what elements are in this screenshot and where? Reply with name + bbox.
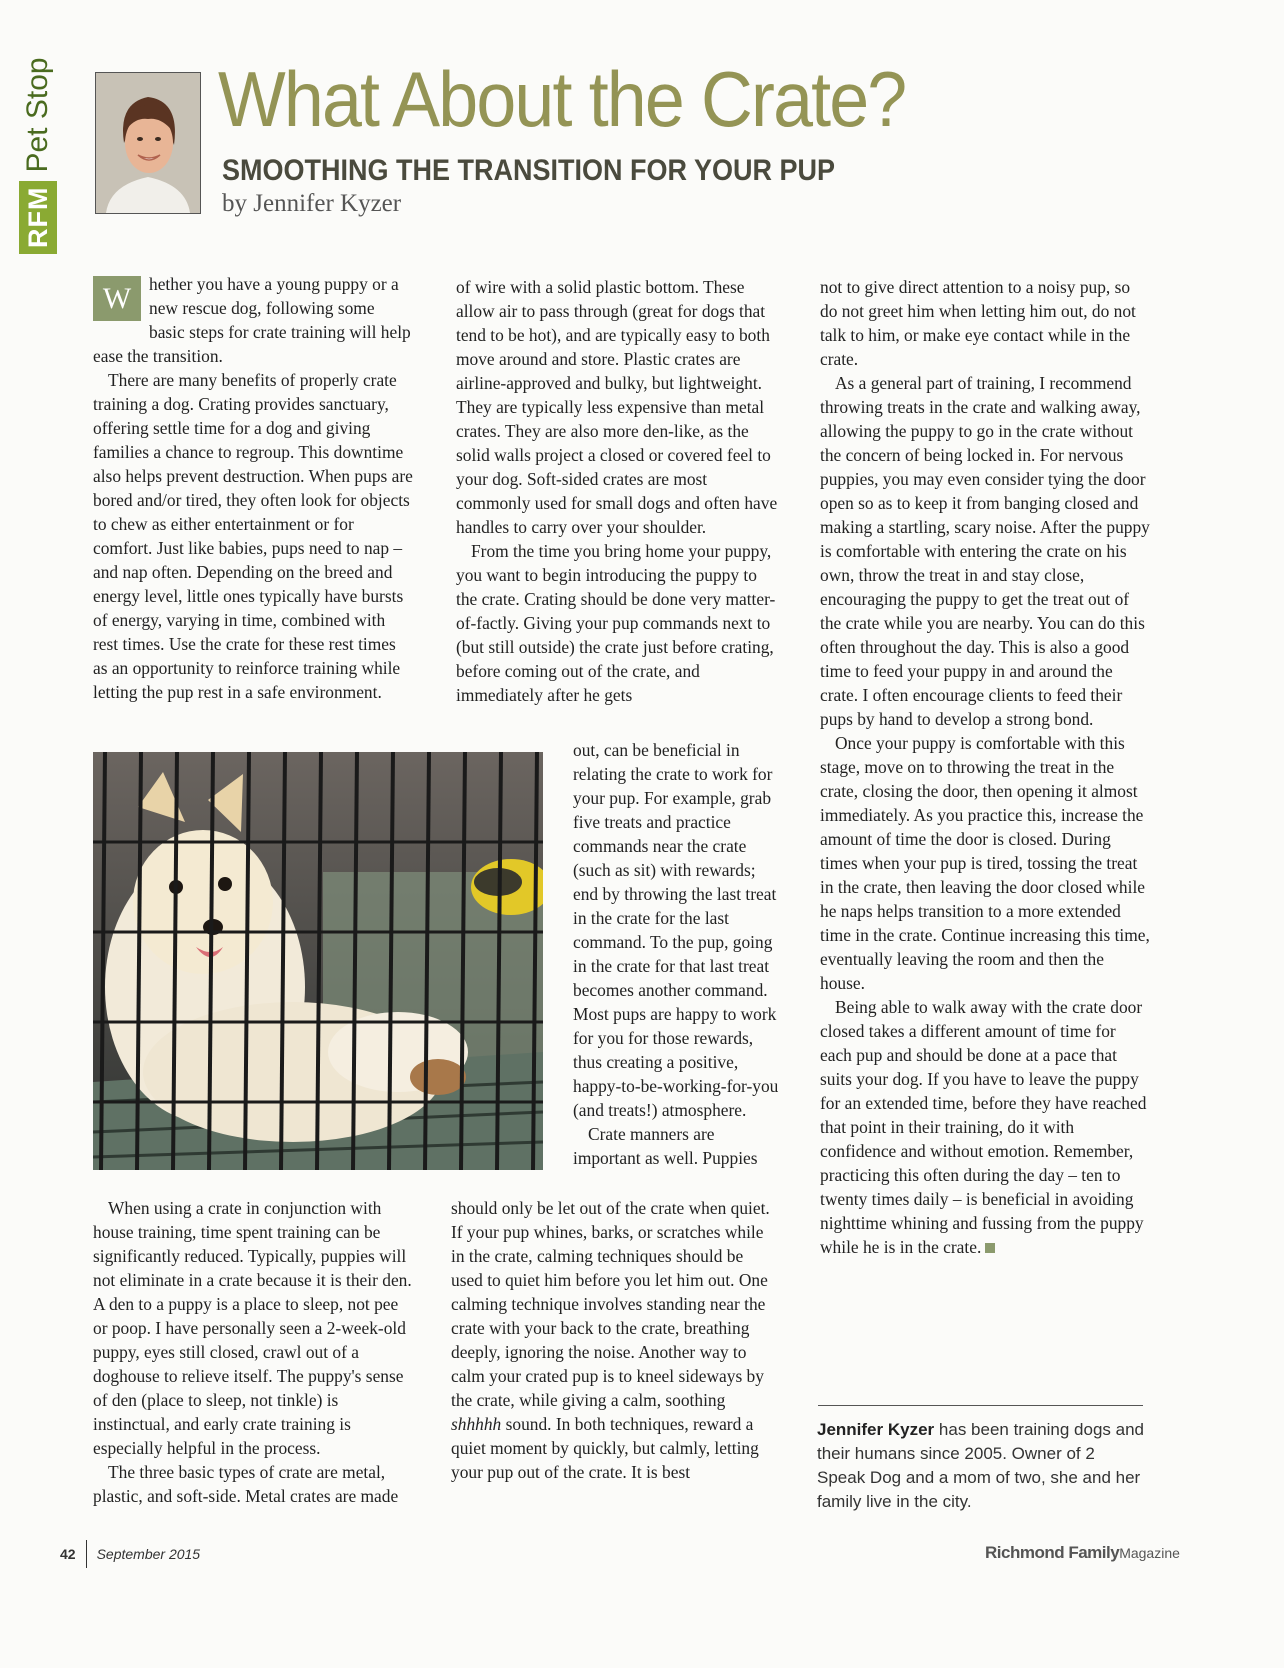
end-mark-icon (985, 1243, 995, 1253)
paragraph: out, can be beneficial in relating the crate to work for your pup. For example, grab five treats and practice commands near the crate (such as sit) with rewards; end by throwing the last treat in the crate for the last command. To the pup, going in the crate for that last treat becomes another command. Most pups are happy to work for you for those rewards, thus creating a positive, happy-to-be-working-for-you (and treats!) atmosphere. (573, 740, 779, 1120)
paragraph: From the time you bring home your puppy, you want to begin introducing the puppy to the crate. Crating should be done very matter-of-factly. Giving your pup commands next to (but still outside) the crate just before crating, before coming out of the crate, and immediately after he gets (456, 541, 776, 705)
footer-left (60, 1540, 200, 1568)
section-tab (18, 57, 58, 254)
article-title: What About the Crate? (218, 55, 906, 143)
column-1-top (93, 272, 413, 704)
paragraph: There are many benefits of properly crate training a dog. Crating provides sanctuary, offering settle time for a dog and giving families a chance to regroup. This downtime also helps prevent destruction. When pups are bored and/or tired, they often look for objects to chew as either entertainment or for comfort. Just like babies, pups need to nap – and nap often. Depending on the breed and energy level, little ones typically have bursts of energy, varying in time, combined with rest times. Use the crate for these rest times as an opportunity to reinforce training while letting the pup rest in a safe environment. (93, 370, 413, 702)
bio-name: Jennifer Kyzer (817, 1420, 935, 1439)
author-bio (817, 1418, 1147, 1514)
paragraph: of wire with a solid plastic bottom. These allow air to pass through (great for dogs that tend to be hot), and are typically easy to both move around and store. Plastic crates are airline-approved and bulky, but lightweight. They are typically less expensive than metal crates. They are also more den-like, as the solid walls project a closed or covered feel to your dog. Soft-sided crates are most commonly used for small dogs and often have handles to carry over your shoulder. (456, 277, 778, 537)
magazine-brand: Richmond FamilyMagazine (985, 1543, 1180, 1562)
issue-date: September 2015 (96, 1546, 201, 1562)
footer-divider (86, 1540, 87, 1568)
section-badge: RFM (19, 181, 57, 254)
paragraph: When using a crate in conjunction with house training, time spent training can be significantly reduced. Typically, puppies will not eliminate in a crate because it is their den. A den to a puppy is a place to sleep, not pee or poop. I have personally seen a 2-week-old puppy, eyes still closed, crawl out of a doghouse to relieve itself. The puppy's sense of den (place to sleep, not tinkle) is instinctual, and early crate training is especially helpful in the process. (93, 1198, 412, 1458)
article-byline: by Jennifer Kyzer (222, 190, 402, 217)
paragraph: W hether you have a young puppy or a new rescue dog, following some basic steps for crate training will help ease the transition. (93, 274, 411, 366)
column-2-top (456, 275, 781, 707)
column-3 (820, 275, 1150, 1259)
puppy-in-crate-photo (93, 752, 543, 1170)
paragraph: The three basic types of crate are metal, plastic, and soft-side. Metal crates are made (93, 1462, 399, 1506)
paragraph: As a general part of training, I recommend throwing treats in the crate and walking away, allowing the puppy to go in the crate without the concern of being locked in. For nervous puppies, you may even consider tying the door open so as to keep it from banging closed and making a startling, scary noise. After the puppy is comfortable with entering the crate on his own, throw the treat in and stay close, encouraging the puppy to get the treat out of the crate while you are nearby. You can do this often throughout the day. This is also a good time to feed your puppy in and around the crate. I often encourage clients to feed their pups by hand to develop a strong bond. (820, 373, 1150, 729)
column-2-bottom (451, 1196, 776, 1484)
bio-text: has been training dogs and their humans since 2005. Owner of 2 Speak Dog and a mom of two, she and her family live in the city. (817, 1420, 1145, 1511)
dropcap: W (93, 276, 141, 321)
bio-divider (818, 1405, 1143, 1406)
paragraph: Crate manners are important as well. Puppies (573, 1124, 758, 1168)
page-number: 42 (60, 1546, 76, 1562)
paragraph: Once your puppy is comfortable with this stage, move on to throwing the treat in the crate, closing the door, then opening it almost immediately. As you practice this, increase the amount of time the door is closed. During times when your pup is tired, tossing the treat in the crate, then leaving the door closed while he naps helps transition to a more extended time in the crate. Continue increasing this time, eventually leaving the room and then the house. (820, 733, 1150, 993)
paragraph: not to give direct attention to a noisy pup, so do not greet him when letting him out, do not talk to him, or make eye contact while in the crate. (820, 277, 1136, 369)
author-photo (95, 72, 201, 214)
column-1-bottom (93, 1196, 415, 1508)
article-subtitle: SMOOTHING THE TRANSITION FOR YOUR PUP (222, 154, 836, 187)
paragraph: Being able to walk away with the crate door closed takes a different amount of time for each pup and should be done at a pace that suits your dog. If you have to leave the puppy for an extended time, before they have reached that point in their training, do it with confidence and without emotion. Remember, practicing this often during the day – ten to twenty times daily – is beneficial in avoiding nighttime whining and fussing from the puppy while he is in the crate. (820, 997, 1147, 1257)
column-2-wrap (573, 738, 785, 1170)
paragraph: should only be let out of the crate when quiet. If your pup whines, barks, or scratches while in the crate, calming techniques should be used to quiet him before you let him out. One calming technique involves standing near the crate with your back to the crate, breathing deeply, ignoring the noise. Another way to calm your crated pup is to kneel sideways by the crate, while giving a calm, soothing shhhhh sound. In both techniques, reward a quiet moment by quickly, but calmly, letting your pup out of the crate. It is best (451, 1198, 770, 1482)
section-name: Pet Stop (21, 57, 54, 173)
